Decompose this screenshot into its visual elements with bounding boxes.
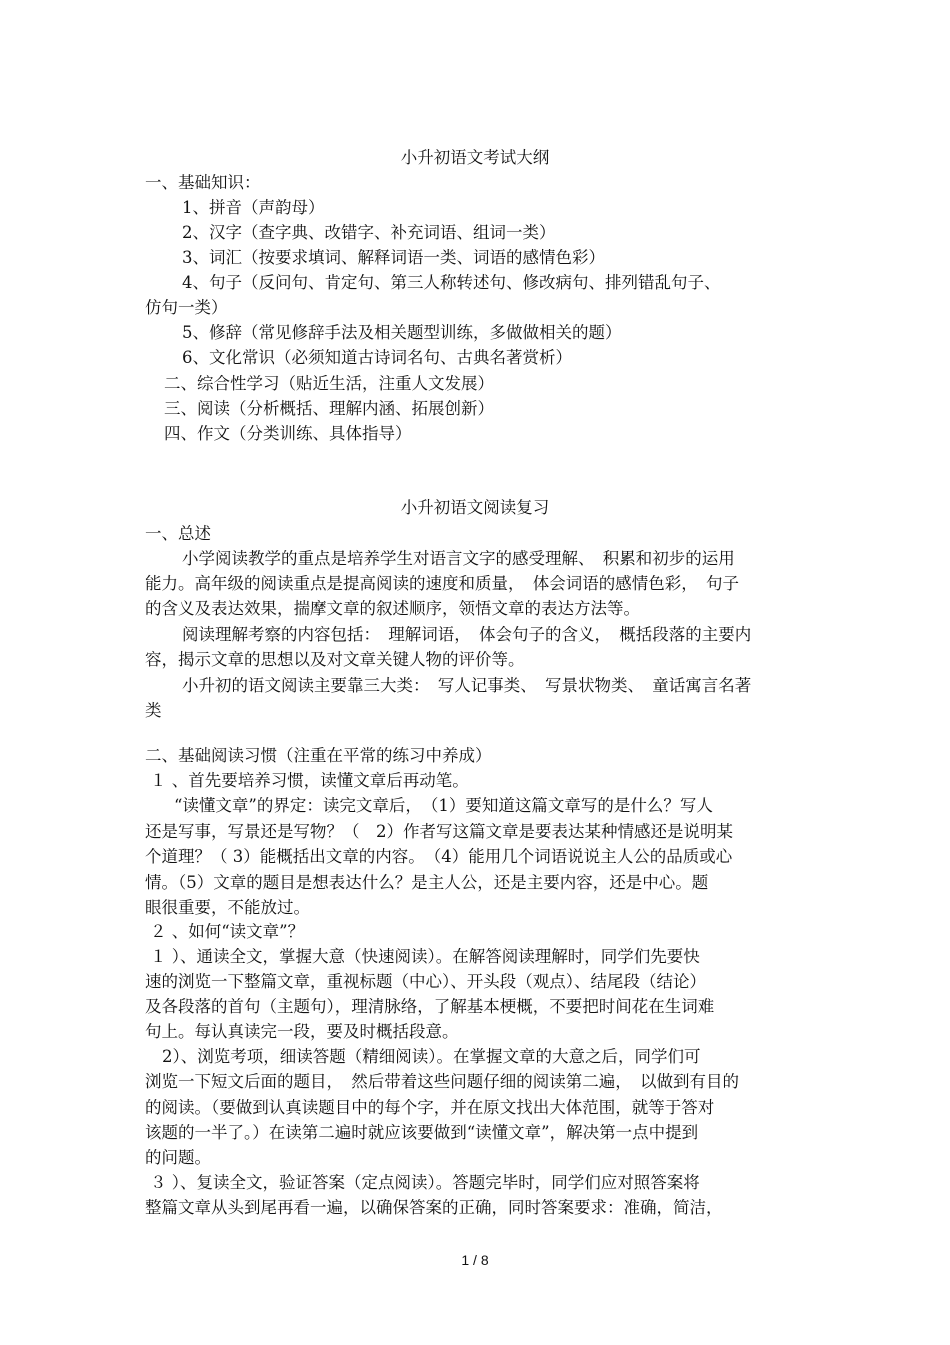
review-line: 的阅读。（要做到认真读题目中的每个字，并在原文找出大体范围，就等于答对 — [145, 1098, 715, 1117]
outline-line: 2、汉字（查字典、改错字、补充词语、组词一类） — [182, 223, 556, 242]
review-line: 个道理？（ 3）能概括出文章的内容。 （4）能用几个词语说说主人公的品质或心 — [145, 847, 733, 866]
review-line: 一、总述 — [145, 524, 211, 543]
page-number: 1 / 8 — [461, 1252, 489, 1268]
review-line: 速的浏览一下整篇文章，重视标题（中心）、开头段（观点）、结尾段（结论） — [145, 972, 706, 991]
review-line: 小学阅读教学的重点是培养学生对语言文字的感受理解、 积累和初步的运用 — [182, 549, 735, 568]
review-line: 容，揭示文章的思想以及对文章关键人物的评价等。 — [145, 650, 525, 669]
review-line: 情。（5）文章的题目是想表达什么？是主人公，还是主要内容，还是中心。题 — [145, 873, 709, 892]
review-line: 及各段落的首句（主题句），理清脉络，了解基本梗概，不要把时间花在生词难 — [145, 997, 715, 1016]
review-line: 的问题。 — [145, 1148, 211, 1167]
outline-line: 4、句子（反问句、肯定句、第三人称转述句、修改病句、排列错乱句子、 — [182, 273, 721, 292]
review-line: “读懂文章”的界定：读完文章后， （1）要知道这篇文章写的是什么？写人 — [174, 796, 713, 815]
review-line: 能力。高年级的阅读重点是提高阅读的速度和质量， 体会词语的感情色彩， 句子 — [145, 574, 739, 593]
outline-line: 6、文化常识（必须知道古诗词名句、古典名著赏析） — [182, 348, 572, 367]
outline-title: 小升初语文考试大纲 — [400, 148, 550, 167]
review-line: 还是写事，写景还是写物？（ 2）作者写这篇文章是要表达某种情感还是说明某 — [145, 822, 733, 841]
outline-line: 四、作文（分类训练、具体指导） — [164, 424, 412, 443]
review-line: １ 、首先要培养习惯，读懂文章后再动笔。 — [150, 771, 469, 790]
review-line: 该题的一半了。）在读第二遍时就应该要做到“读懂文章”，解决第一点中提到 — [145, 1123, 699, 1142]
review-line: 的含义及表达效果，揣摩文章的叙述顺序，领悟文章的表达方法等。 — [145, 599, 640, 618]
review-line: 阅读理解考察的内容包括： 理解词语， 体会句子的含义， 概括段落的主要内 — [182, 625, 752, 644]
review-line: 类 — [145, 701, 162, 720]
outline-line: 1、拼音（声韵母） — [182, 198, 325, 217]
review-line: 2）、浏览考项，细读答题（精细阅读）。在掌握文章的大意之后，同学们可 — [162, 1047, 701, 1066]
outline-line: 5、修辞（常见修辞手法及相关题型训练，多做做相关的题） — [182, 323, 622, 342]
review-line: 句上。每认真读完一段，要及时概括段意。 — [145, 1022, 459, 1041]
review-line: 整篇文章从头到尾再看一遍，以确保答案的正确，同时答案要求：准确，简洁， — [145, 1198, 723, 1217]
review-line: 眼很重要，不能放过。 — [145, 898, 310, 917]
review-line: 小升初的语文阅读主要靠三大类： 写人记事类、 写景状物类、 童话寓言名著 — [182, 676, 752, 695]
review-line: １ ）、通读全文，掌握大意（快速阅读）。在解答阅读理解时，同学们先要快 — [150, 947, 700, 966]
outline-line: 仿句一类） — [145, 298, 228, 317]
review-line: ２ 、如何“读文章”？ — [150, 922, 305, 941]
review-line: 二、基础阅读习惯（注重在平常的练习中养成） — [145, 746, 492, 765]
outline-line: 一、基础知识： — [145, 173, 261, 192]
review-title: 小升初语文阅读复习 — [400, 498, 550, 517]
review-line: ３ ）、复读全文，验证答案（定点阅读）。答题完毕时，同学们应对照答案将 — [150, 1173, 700, 1192]
review-line: 浏览一下短文后面的题目， 然后带着这些问题仔细的阅读第二遍， 以做到有目的 — [145, 1072, 739, 1091]
outline-line: 3、词汇（按要求填词、解释词语一类、词语的感情色彩） — [182, 248, 605, 267]
outline-line: 三、阅读（分析概括、理解内涵、拓展创新） — [164, 399, 494, 418]
outline-line: 二、综合性学习（贴近生活，注重人文发展） — [164, 374, 494, 393]
